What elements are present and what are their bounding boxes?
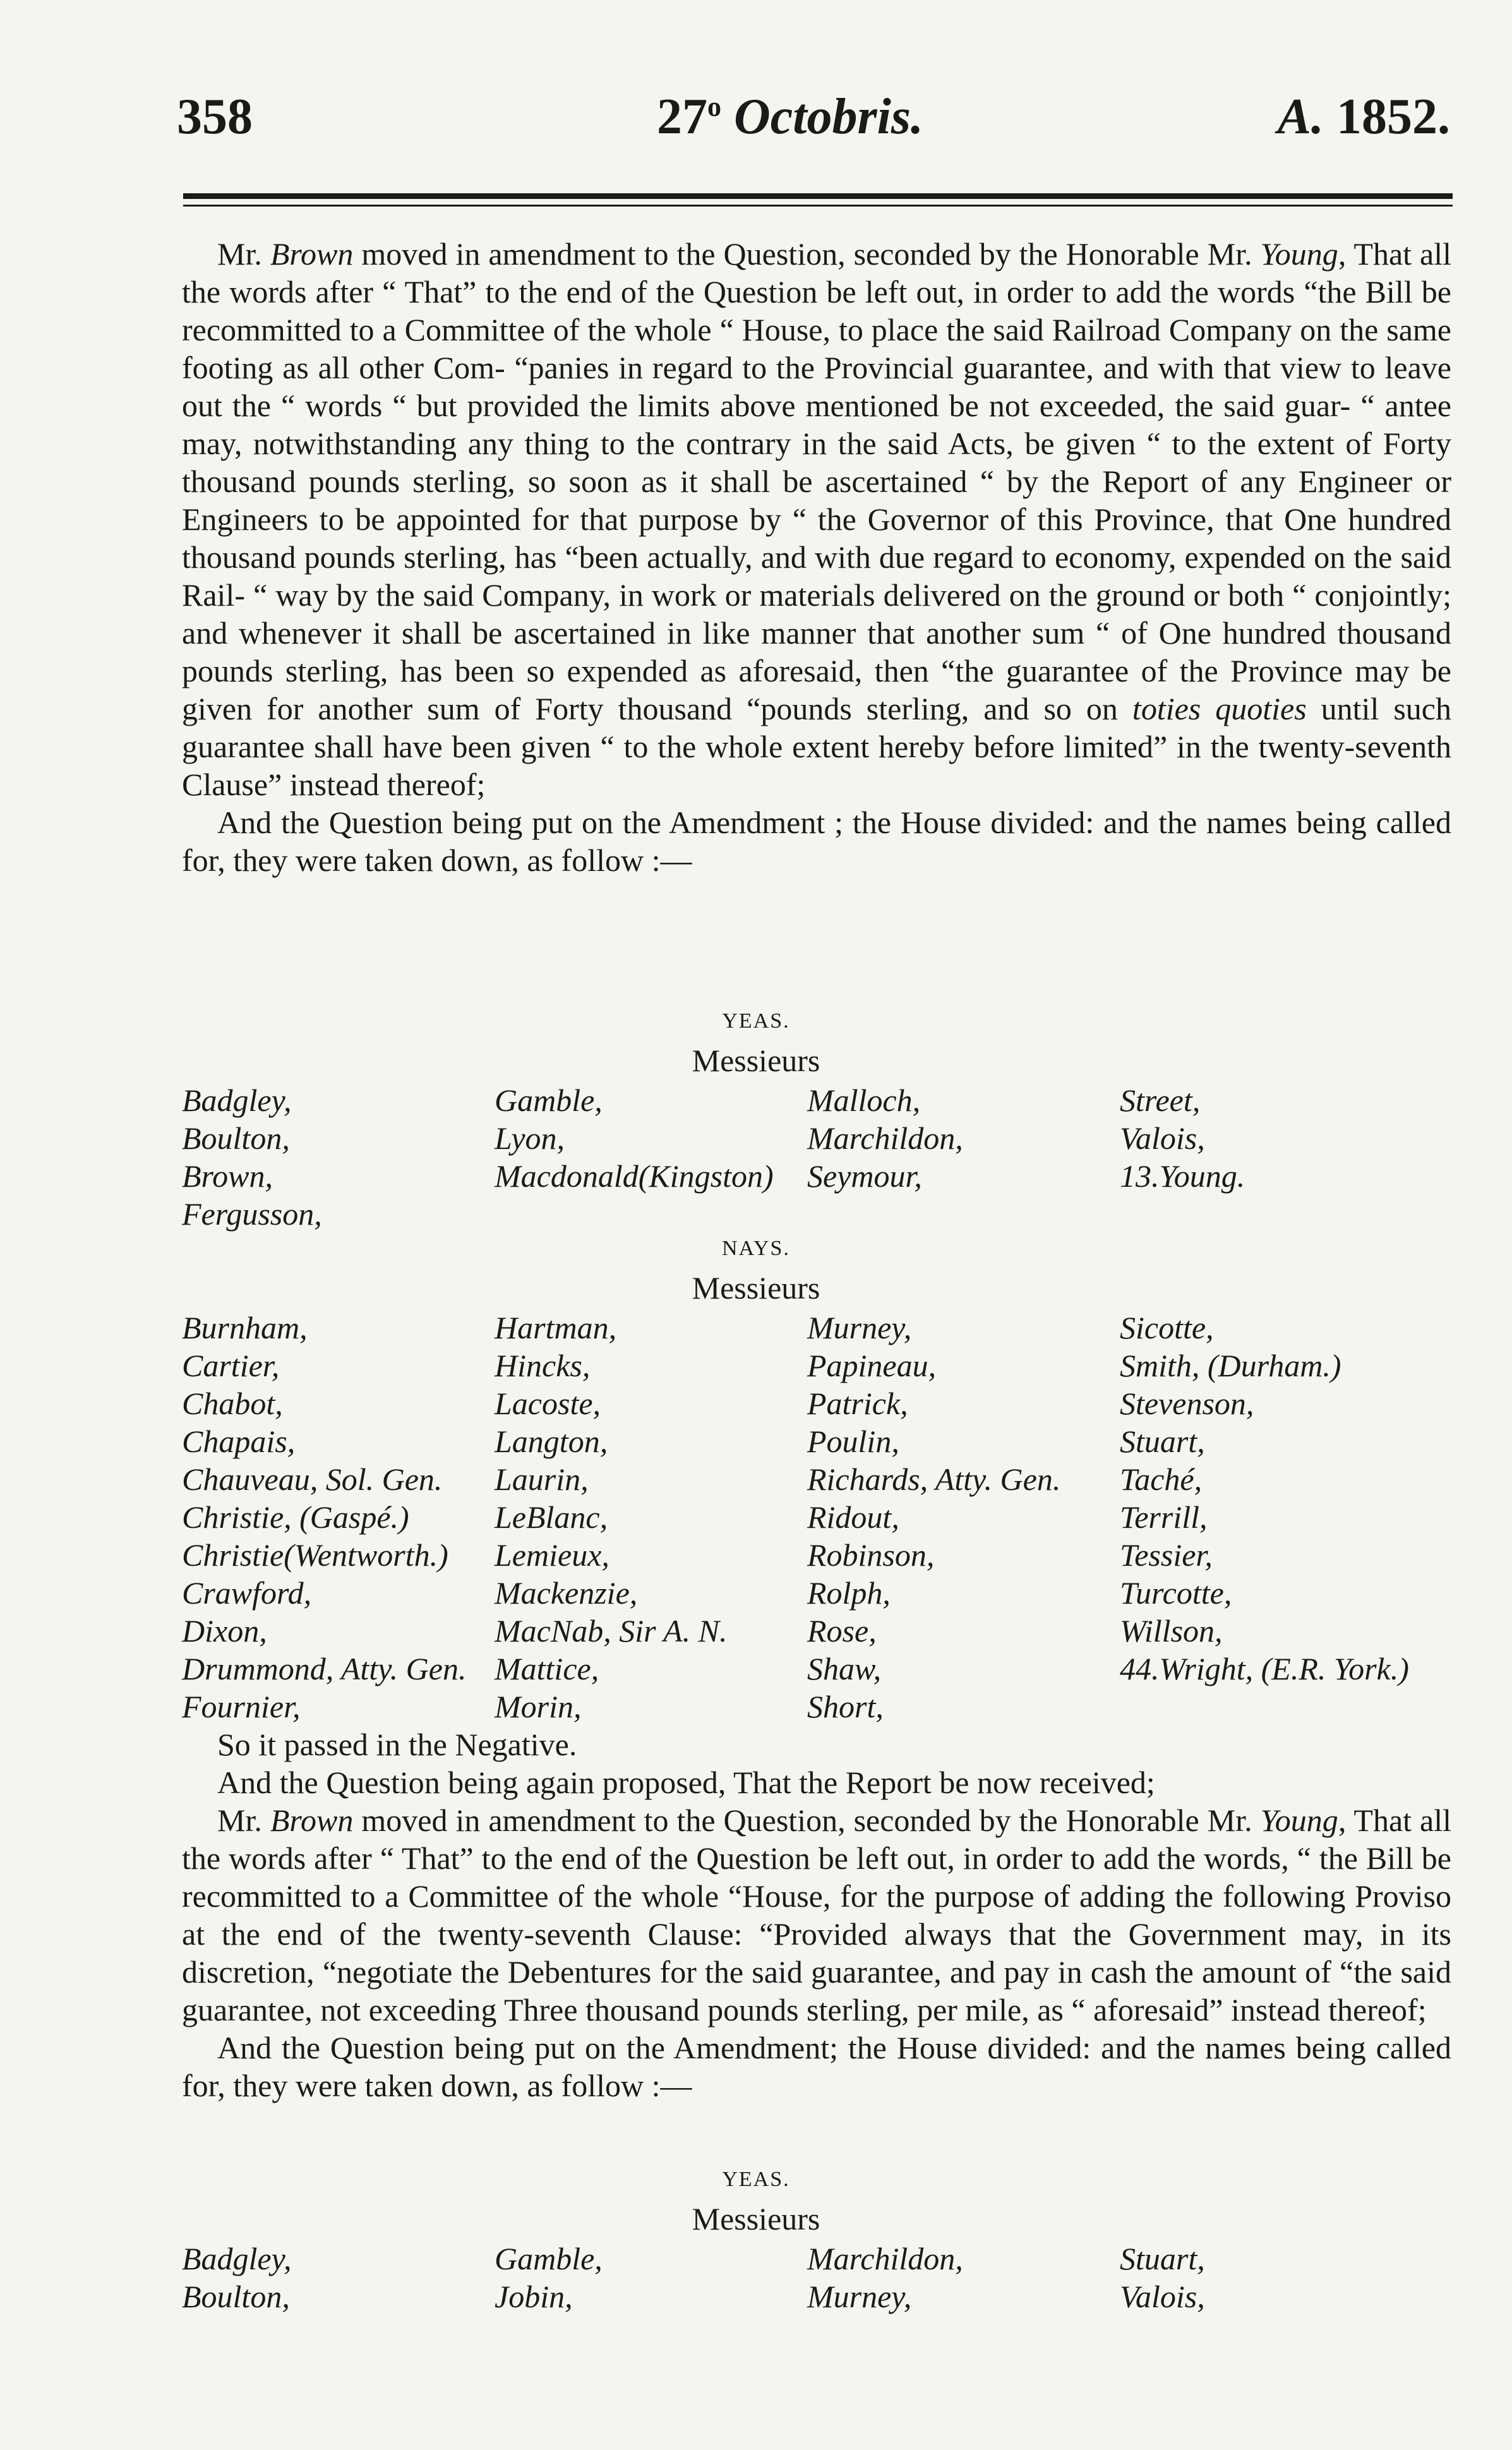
- member-name: Robinson,: [807, 1537, 935, 1573]
- nays1-row: [182, 1422, 1464, 1460]
- member-name: Drummond, Atty. Gen.: [182, 1651, 467, 1686]
- member-name: Hartman,: [495, 1310, 617, 1345]
- member-name: 13.Young.: [1120, 1158, 1245, 1194]
- member-name: 44.Wright, (E.R. York.): [1120, 1651, 1409, 1686]
- member-name: Jobin,: [495, 2279, 573, 2314]
- amendment-paragraph-1: [182, 235, 1451, 879]
- nays1-row: [182, 1650, 1464, 1688]
- member-name: Ridout,: [807, 1499, 899, 1535]
- member-name: [1120, 1195, 1432, 1233]
- p1-latin: toties quoties: [1132, 691, 1307, 726]
- page-number: 358: [177, 89, 253, 145]
- header-date: [657, 88, 923, 146]
- member-name: Badgley,: [182, 2241, 292, 2276]
- p5-mover: Brown: [270, 1803, 354, 1838]
- member-name: Mackenzie,: [495, 1575, 638, 1611]
- member-name: Murney,: [807, 1310, 912, 1345]
- member-name: Papineau,: [807, 1348, 937, 1383]
- member-name: Burnham,: [182, 1310, 308, 1345]
- member-name: Hincks,: [495, 1348, 591, 1383]
- member-name: Street,: [1120, 1083, 1201, 1118]
- member-name: Murney,: [807, 2279, 912, 2314]
- messieurs-label-1: Messieurs: [692, 1043, 820, 1078]
- member-name: Tessier,: [1120, 1537, 1213, 1573]
- member-name: Rolph,: [807, 1575, 891, 1611]
- nays1-row: [182, 1460, 1464, 1498]
- yeas1-row: [182, 1081, 1464, 1119]
- nays1-row: [182, 1688, 1464, 1726]
- p5-after: , That all the words after “ That” to the end of the Question be left out, in order to add the words, “ the Bill be recommitted to a Committee of the whole “House, for the purpose of adding the following Proviso at the end of the twenty-seventh Clause: “Provided always that the Government may, in its discretion, “negotiate the Debentures for the said guarantee, and pay in cash the amount of “the said guarantee, not exceeding Three thousand pounds sterling, per mile, as “ aforesaid” instead thereof;: [182, 1803, 1452, 2027]
- year-prefix: A.: [1277, 89, 1324, 145]
- nays1-row: [182, 1612, 1464, 1650]
- member-name: Patrick,: [807, 1386, 908, 1421]
- date-sup: o: [707, 91, 721, 123]
- member-name: Poulin,: [807, 1424, 899, 1459]
- member-name: Dixon,: [182, 1613, 267, 1648]
- member-name: [807, 1195, 1120, 1233]
- yeas1-row: [182, 1195, 1464, 1233]
- division-intro-2: And the Question being put on the Amendment; the House divided: and the names being called for, they were taken down, as follow :—: [182, 2030, 1451, 2103]
- member-name: Valois,: [1120, 2279, 1205, 2314]
- member-name: Willson,: [1120, 1613, 1223, 1648]
- member-name: Boulton,: [182, 2279, 290, 2314]
- member-name: Lacoste,: [495, 1386, 601, 1421]
- member-name: Smith, (Durham.): [1120, 1348, 1341, 1383]
- member-name: Marchildon,: [807, 2241, 963, 2276]
- page-header: [177, 88, 1450, 177]
- p1-seconder: Young: [1260, 236, 1338, 272]
- member-name: Stevenson,: [1120, 1386, 1254, 1421]
- member-name: Taché,: [1120, 1462, 1203, 1497]
- member-name: Cartier,: [182, 1348, 280, 1383]
- member-name: Shaw,: [807, 1651, 882, 1686]
- nays1-row: [182, 1574, 1464, 1612]
- date-month: Octobris.: [734, 89, 923, 145]
- nays1-row: [182, 1384, 1464, 1422]
- member-name: Stuart,: [1120, 2241, 1205, 2276]
- member-name: Turcotte,: [1120, 1575, 1232, 1611]
- member-name: Lyon,: [495, 1120, 565, 1156]
- yeas2-row: [182, 2240, 1464, 2278]
- member-name: Crawford,: [182, 1575, 312, 1611]
- yeas1-row: [182, 1157, 1464, 1195]
- messieurs-label-2: Messieurs: [692, 1270, 820, 1306]
- header-rule-thick: [183, 193, 1453, 199]
- member-name: Marchildon,: [807, 1120, 963, 1156]
- header-year: [1278, 88, 1450, 146]
- member-name: Fergusson,: [182, 1196, 322, 1232]
- member-name: Gamble,: [495, 1083, 603, 1118]
- yeas2-row: [182, 2278, 1464, 2315]
- year-value: 1852.: [1336, 89, 1450, 145]
- member-name: Lemieux,: [495, 1537, 609, 1573]
- member-name: Morin,: [495, 1689, 582, 1724]
- member-name: Stuart,: [1120, 1424, 1205, 1459]
- nays1-row: [182, 1536, 1464, 1574]
- p1-mover: Brown: [270, 236, 354, 272]
- member-name: [1120, 1688, 1432, 1726]
- p1-before: Mr.: [217, 236, 270, 272]
- nays1-row: [182, 1309, 1464, 1347]
- yeas-list-2: [182, 2240, 1464, 2315]
- member-name: Sicotte,: [1120, 1310, 1214, 1345]
- member-name: Mattice,: [495, 1651, 599, 1686]
- nays-list-1: [182, 1309, 1464, 1726]
- member-name: Malloch,: [807, 1083, 921, 1118]
- member-name: Fournier,: [182, 1689, 301, 1724]
- negative-result: So it passed in the Negative.: [217, 1727, 577, 1762]
- messieurs-label-3: Messieurs: [692, 2201, 820, 2237]
- member-name: Badgley,: [182, 1083, 292, 1118]
- amendment-paragraph-2: [182, 1726, 1451, 2105]
- division-intro-1: And the Question being put on the Amendment ; the House divided: and the names being called for, they were taken down, as follow :—: [182, 805, 1451, 878]
- nays-label-1: NAYS.: [722, 1237, 790, 1260]
- member-name: Terrill,: [1120, 1499, 1208, 1535]
- p1-mid: moved in amendment to the Question, seconded by the Honorable Mr.: [353, 236, 1261, 272]
- member-name: Brown,: [182, 1158, 273, 1194]
- member-name: [495, 1195, 807, 1233]
- member-name: Laurin,: [495, 1462, 589, 1497]
- nays1-row: [182, 1498, 1464, 1536]
- p5-mid: moved in amendment to the Question, seconded by the Honorable Mr.: [353, 1803, 1261, 1838]
- member-name: Chapais,: [182, 1424, 296, 1459]
- member-name: Christie, (Gaspé.): [182, 1499, 409, 1535]
- question-proposed: And the Question being again proposed, That the Report be now received;: [217, 1765, 1155, 1800]
- member-name: Chauveau, Sol. Gen.: [182, 1462, 443, 1497]
- yeas-label-1: YEAS.: [722, 1009, 790, 1033]
- member-name: Rose,: [807, 1613, 877, 1648]
- member-name: Short,: [807, 1689, 884, 1724]
- member-name: MacNab, Sir A. N.: [495, 1613, 728, 1648]
- member-name: Macdonald(Kingston): [495, 1158, 774, 1194]
- header-rule-thin: [183, 205, 1453, 207]
- member-name: Christie(Wentworth.): [182, 1537, 448, 1573]
- p5-before: Mr.: [217, 1803, 270, 1838]
- member-name: Gamble,: [495, 2241, 603, 2276]
- date-day: 27: [657, 89, 707, 145]
- p1-after: , That all the words after “ That” to the end of the Question be left out, in order to add the words “the Bill be recommitted to a Committee of the whole “ House, to place the said Railroad Company on the same footing as all other Com- “panies in regard to the Provincial guarantee, and with that view to leave out the “ words “ but provided the limits above mentioned be not exceeded, the said guar- “ antee may, notwithstanding any thing to the contrary in the said Acts, be given “ to the extent of Forty thousand pounds sterling, so soon as it shall be ascertained “ by the Report of any Engineer or Engineers to be appointed for that purpose by “ the Governor of this Province, that One hundred thousand pounds sterling, has “been actually, and with due regard to economy, expended on the said Rail- “ way by the said Company, in work or materials delivered on the ground or both “ conjointly; and whenever it shall be ascertained in like manner that another sum “ of One hundred thousand pounds sterling, has been so expended as aforesaid, then “the guarantee of the Province may be given for another sum of Forty thousand “pounds sterling, and so on: [182, 236, 1452, 726]
- nays1-row: [182, 1347, 1464, 1384]
- member-name: LeBlanc,: [495, 1499, 608, 1535]
- p1-end: until such guarantee shall have been given “ to the whole extent hereby before limited” in the twenty-seventh Clause” instead thereof;: [182, 691, 1452, 802]
- yeas1-row: [182, 1119, 1464, 1157]
- member-name: Chabot,: [182, 1386, 283, 1421]
- member-name: Richards, Atty. Gen.: [807, 1462, 1061, 1497]
- member-name: Langton,: [495, 1424, 608, 1459]
- yeas-label-2: YEAS.: [722, 2168, 790, 2191]
- yeas-list-1: [182, 1081, 1464, 1233]
- member-name: Boulton,: [182, 1120, 290, 1156]
- p5-seconder: Young: [1260, 1803, 1338, 1838]
- member-name: Valois,: [1120, 1120, 1205, 1156]
- member-name: Seymour,: [807, 1158, 922, 1194]
